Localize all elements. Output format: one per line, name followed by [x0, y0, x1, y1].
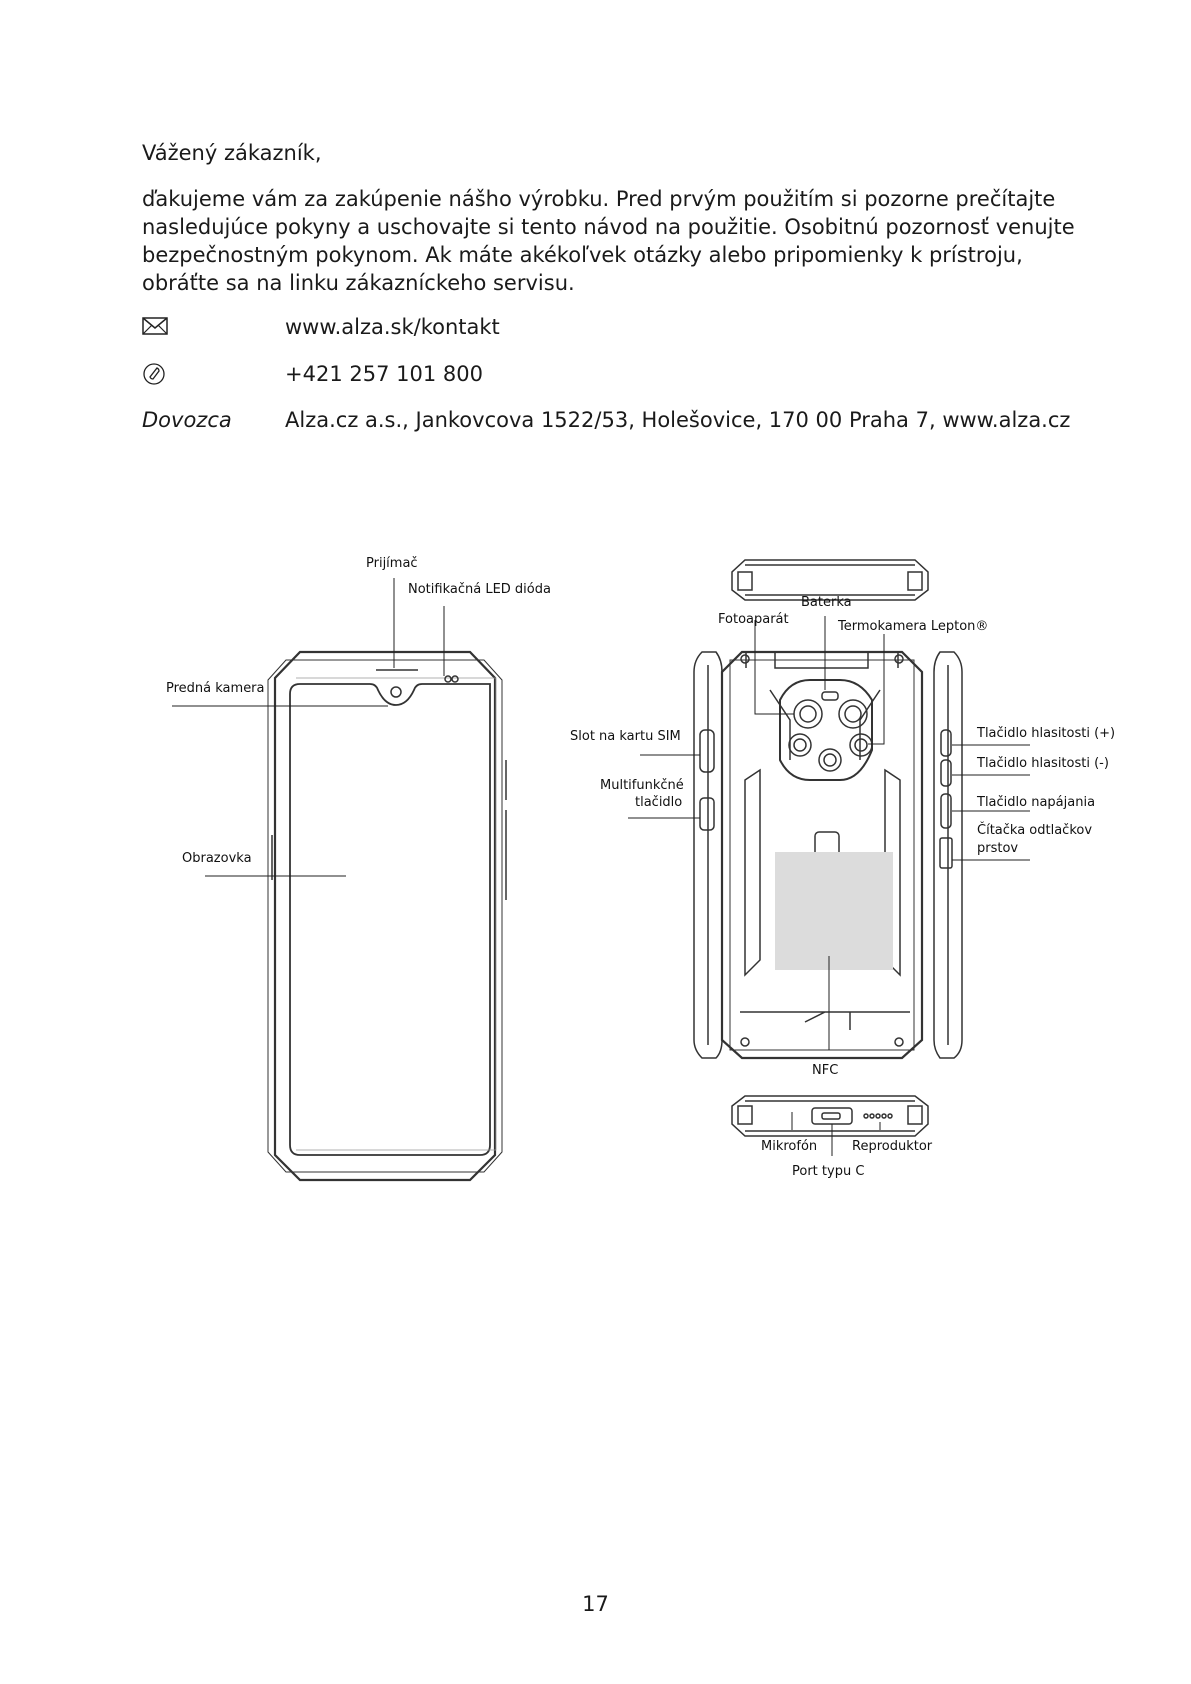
label-mic: Mikrofón — [761, 1139, 818, 1154]
label-flashlight: Baterka — [801, 595, 852, 610]
label-thermal: Termokamera Lepton® — [838, 619, 989, 634]
label-screen: Obrazovka — [182, 851, 252, 866]
label-vol-down: Tlačidlo hlasitosti (-) — [977, 756, 1109, 771]
intro-line: ďakujeme vám za zakúpenie nášho výrobku. Pred prvým použitím si pozorne prečítajte — [142, 187, 1056, 211]
front-phone-drawing — [268, 652, 506, 1180]
intro-line: nasledujúce pokyny a uschovajte si tento návod na použitie. Osobitnú pozornosť venujte — [142, 215, 1075, 239]
page-number: 17 — [582, 1592, 609, 1616]
label-led: Notifikačná LED dióda — [408, 582, 551, 597]
label-speaker: Reproduktor — [852, 1139, 933, 1154]
contact-phone[interactable]: +421 257 101 800 — [285, 362, 483, 386]
bottom-view-drawing — [732, 1096, 928, 1136]
left-side-drawing — [694, 652, 722, 1058]
label-receiver: Prijímač — [366, 556, 418, 571]
right-side-drawing — [934, 652, 962, 1058]
label-front-camera: Predná kamera — [166, 681, 265, 696]
label-multi-2: tlačidlo — [635, 795, 683, 810]
importer-value: Alza.cz a.s., Jankovcova 1522/53, Holešovice, 170 00 Praha 7, www.alza.cz — [285, 408, 1071, 432]
greeting: Vážený zákazník, — [142, 141, 322, 165]
intro-line: bezpečnostným pokynom. Ak máte akékoľvek otázky alebo pripomienky k prístroju, — [142, 243, 1023, 267]
label-usb: Port typu C — [792, 1164, 865, 1179]
label-fingerprint-1: Čítačka odtlačkov — [977, 823, 1093, 838]
importer-label: Dovozca — [142, 408, 232, 432]
top-view-drawing — [732, 560, 928, 600]
label-vol-up: Tlačidlo hlasitosti (+) — [977, 726, 1116, 741]
intro-line: obráťte sa na linku zákazníckeho servisu. — [142, 271, 575, 295]
label-power: Tlačidlo napájania — [977, 795, 1096, 810]
contact-email[interactable]: www.alza.sk/kontakt — [285, 315, 500, 339]
label-nfc: NFC — [812, 1063, 839, 1078]
label-multi-1: Multifunkčné — [600, 778, 684, 793]
label-camera: Fotoaparát — [718, 612, 789, 627]
label-fingerprint-2: prstov — [977, 841, 1019, 856]
label-sim: Slot na kartu SIM — [570, 729, 681, 744]
